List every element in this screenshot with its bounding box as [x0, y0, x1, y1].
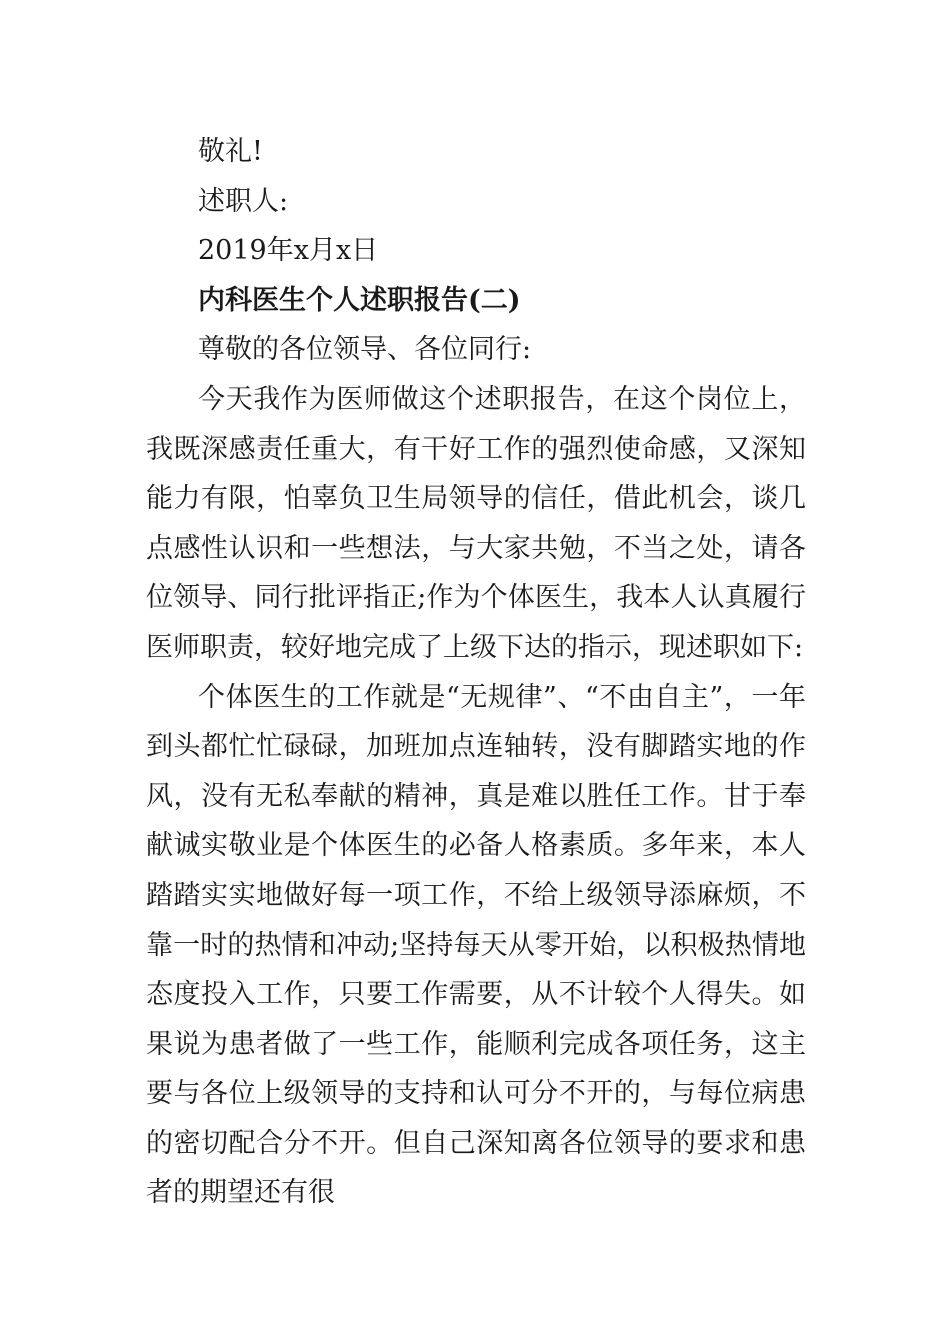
- greeting: 尊敬的各位领导、各位同行:: [198, 334, 532, 366]
- document-body: [146, 127, 806, 1218]
- closing-salute: 敬礼!: [198, 136, 263, 167]
- report-date: 2019年x月x日: [198, 235, 379, 267]
- paragraph-work: 个体医生的工作就是“无规律”、“不由自主”，一年到头都忙忙碌碌，加班加点连轴转，没有脚踏实地的作风，没有无私奉献的精神，真是难以胜任工作。甘于奉献诚实敬业是个体医生的必备人格素质。多年来，本人踏踏实实地做好每一项工作，不给上级领导添麻烦，不靠一时的热情和冲动;坚持每天从零开始，以积极热情地态度投入工作，只要工作需要，从不计较个人得失。如果说为患者做了一些工作，能顺利完成各项任务，这主要与各位上级领导的支持和认可分不开的，与每位病患的密切配合分不开。但自己深知离各位领导的要求和患者的期望还有很: [146, 681, 806, 1209]
- section-title: 内科医生个人述职报告(二): [198, 284, 521, 316]
- paragraph-intro: 今天我作为医师做这个述职报告，在这个岗位上，我既深感责任重大，有干好工作的强烈使命感，又深知能力有限，怕辜负卫生局领导的信任，借此机会，谈几点感性认识和一些想法，与大家共勉，不当之处，请各位领导、同行批评指正;作为个体医生，我本人认真履行医师职责，较好地完成了上级下达的指示，现述职如下:: [146, 383, 806, 663]
- signer-label: 述职人:: [198, 185, 289, 217]
